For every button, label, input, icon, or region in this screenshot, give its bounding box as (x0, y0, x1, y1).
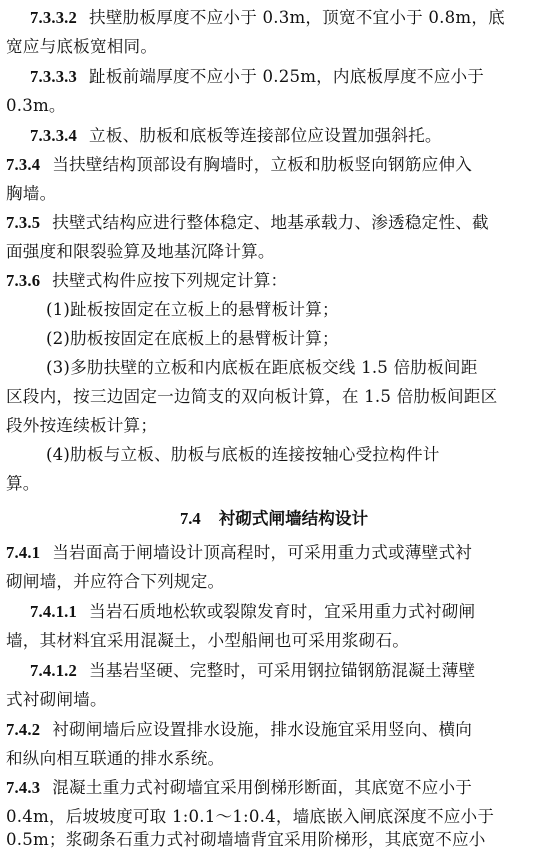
clause-text: 墙，其材料宜采用混凝土，小型船闸也可采用浆砌石。 (6, 631, 410, 650)
clause-7-4-2-line1 (6, 718, 472, 741)
clause-number: 7.3.3.2 (30, 8, 78, 27)
section-title: 衬砌式闸墙结构设计 (218, 508, 369, 528)
clause-text: 式衬砌闸墙。 (6, 690, 107, 709)
clause-text: 扶壁式结构应进行整体稳定、地基承载力、渗透稳定性、截 (52, 213, 489, 232)
clause-number: 7.4.1.1 (30, 602, 78, 621)
clause-7-4-3-line2 (6, 805, 494, 828)
clause-7-3-3-4-line1 (30, 124, 442, 147)
clause-text: 砌闸墙，并应符合下列规定。 (6, 572, 225, 591)
clause-text: 扶壁式构件应按下列规定计算： (52, 271, 288, 290)
clause-7-3-5-line1 (6, 211, 489, 234)
clause-number: 7.3.6 (6, 271, 41, 290)
clause-text: 当岩石质地松软或裂隙发育时，宜采用重力式衬砌闸 (89, 602, 476, 621)
list-item-4-line2 (6, 472, 40, 495)
clause-7-3-4-line2 (6, 182, 56, 205)
clause-number: 7.3.4 (6, 155, 41, 174)
clause-7-4-1-1-line1 (30, 600, 475, 623)
clause-7-3-3-3-line2 (6, 94, 66, 117)
list-item-text: 段外按连续板计算； (6, 416, 158, 435)
clause-7-4-1-2-line1 (30, 659, 475, 682)
list-item-3-line3 (6, 414, 157, 437)
clause-7-4-3-line3 (6, 828, 486, 851)
list-item-text: 区段内，按三边固定一边简支的双向板计算，在 1.5 倍肋板间距区 (6, 387, 498, 406)
clause-7-3-3-2-line2 (6, 35, 157, 58)
section-heading-7-4 (0, 507, 548, 530)
clause-7-4-1-line1 (6, 541, 472, 564)
clause-text: 扶壁肋板厚度不应小于 0.3m，顶宽不宜小于 0.8m，底 (89, 8, 505, 27)
clause-number: 7.4.3 (6, 778, 41, 797)
clause-text: 和纵向相互联通的排水系统。 (6, 749, 225, 768)
clause-number: 7.4.1.2 (30, 661, 78, 680)
clause-text: 面强度和限裂验算及地基沉降计算。 (6, 242, 275, 261)
list-item-1 (46, 298, 339, 321)
clause-text: 立板、肋板和底板等连接部位应设置加强斜托。 (89, 126, 442, 145)
clause-7-4-1-2-line2 (6, 688, 107, 711)
list-item-text: (4)肋板与立板、肋板与底板的连接按轴心受拉构件计 (46, 445, 440, 464)
clause-7-3-4-line1 (6, 153, 472, 176)
clause-text: 趾板前端厚度不应小于 0.25m，内底板厚度不应小于 (89, 67, 485, 86)
clause-text: 0.5m；浆砌条石重力式衬砌墙墙背宜采用阶梯形，其底宽不应小 (6, 830, 486, 849)
clause-text: 混凝土重力式衬砌墙宜采用倒梯形断面，其底宽不应小于 (52, 778, 473, 797)
clause-number: 7.4.1 (6, 543, 41, 562)
clause-number: 7.3.3.3 (30, 67, 78, 86)
clause-text: 当岩面高于闸墙设计顶高程时，可采用重力式或薄壁式衬 (52, 543, 473, 562)
clause-number: 7.3.5 (6, 213, 41, 232)
clause-7-4-1-1-line2 (6, 629, 409, 652)
list-item-3-line1 (46, 356, 478, 379)
list-item-text: (3)多肋扶壁的立板和内底板在距底板交线 1.5 倍肋板间距 (46, 358, 478, 377)
list-item-3-line2 (6, 385, 497, 408)
clause-7-4-2-line2 (6, 747, 224, 770)
clause-7-3-6-line1 (6, 269, 287, 292)
clause-text: 0.3m。 (6, 96, 66, 115)
clause-7-3-5-line2 (6, 240, 275, 263)
clause-text: 0.4m，后坡坡度可取 1:0.1～1:0.4，墙底嵌入闸底深度不应小于 (6, 807, 495, 826)
list-item-text: 算。 (6, 474, 40, 493)
list-item-2 (46, 327, 339, 350)
list-item-text: (1)趾板按固定在立板上的悬臂板计算； (46, 300, 339, 319)
section-number: 7.4 (179, 509, 201, 528)
clause-7-4-1-line2 (6, 570, 224, 593)
list-item-4-line1 (46, 443, 440, 466)
clause-7-3-3-3-line1 (30, 65, 484, 88)
clause-text: 胸墙。 (6, 184, 57, 203)
clause-7-3-3-2-line1 (30, 6, 505, 29)
clause-text: 宽应与底板宽相同。 (6, 37, 158, 56)
clause-text: 衬砌闸墙后应设置排水设施，排水设施宜采用竖向、横向 (52, 720, 473, 739)
clause-text: 当基岩坚硬、完整时，可采用钢拉锚钢筋混凝土薄壁 (89, 661, 476, 680)
clause-text: 当扶壁结构顶部设有胸墙时，立板和肋板竖向钢筋应伸入 (52, 155, 473, 174)
clause-7-4-3-line1 (6, 776, 472, 799)
list-item-text: (2)肋板按固定在底板上的悬臂板计算； (46, 329, 339, 348)
clause-number: 7.4.2 (6, 720, 41, 739)
clause-number: 7.3.3.4 (30, 126, 78, 145)
